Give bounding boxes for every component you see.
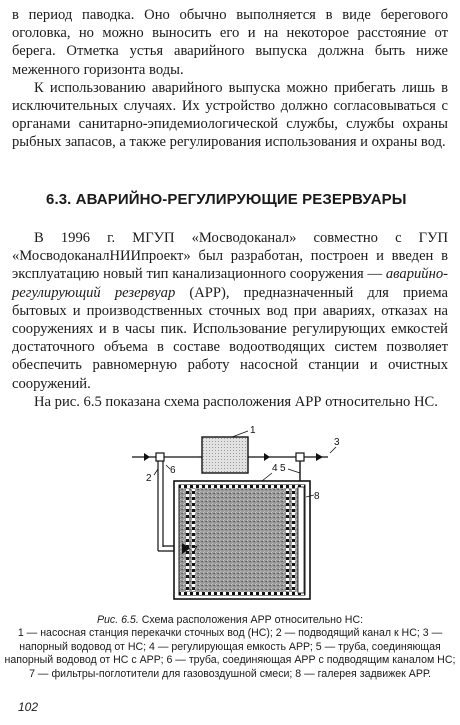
valve-gallery [298,487,304,593]
label-6: 6 [170,465,176,476]
paragraph-arr-intro-start: В 1996 г. МГУП «Мосводоканал» совместно с ГУП «МосводоканалНИИпроект» был разработан, построен и введен в эксплуатацию новый тип канализационного сооружения — [12,230,448,283]
middle-text-block [12,229,448,411]
figure-caption [4,614,456,681]
label-8: 8 [314,491,320,502]
arr-term: аварийно-регулирующий резервуар [12,266,448,301]
label-4: 4 [272,463,278,474]
label-1: 1 [250,425,256,436]
paragraph-arr-intro-end: (АРР), предназначенный для приема бытовых и производственных сточных вод при авариях, отказах на сооружениях и в часы пик. Использование регулирующих емкостей достаточного объема в составе водоотводящих систем позволяет обеспечить равномерную работу насосной станции и очистных сооружений. [12,284,448,392]
pumping-station-box [202,437,248,473]
regulating-reservoir [174,481,310,599]
paragraph-arr-intro [12,229,448,393]
page-number: 102 [18,700,39,714]
section-heading: 6.3. АВАРИЙНО-РЕГУЛИРУЮЩИЕ РЕЗЕРВУАРЫ [46,191,407,208]
pressure-main-line [248,453,328,461]
label-5: 5 [280,463,286,474]
caption-label: Рис. 6.5. [96,614,139,626]
caption-legend: 1 — насосная станция перекачки сточных вод (НС); 2 — подводящий канал к НС; 3 — напорный водовод от НС; 4 — регулирующая емкость АРР; 5 — труба, соединяющая напорный водовод от НС с АРР; 6 — труба, соединяющая АРР с подводящим каналом НС; 7 — фильтры-поглотители для газовоздушной смеси; 8 — галерея задвижек АРР. [4,627,456,680]
supply-channel-line [132,453,198,461]
paragraph-flood-outlet: в период паводка. Оно обычно выполняется в виде берегового оголовка, но можно выносить его и на некоторое расстояние от берега. Отметка устья аварийного выпуска должна быть ниже меженного горизонта воды. [12,7,448,78]
label-2: 2 [146,473,152,484]
arr-scheme-figure [130,425,340,615]
pipe-five [296,453,304,483]
top-text-block [12,6,448,152]
caption-title: Схема расположения АРР относительно НС: [138,614,364,626]
label-3: 3 [334,437,340,448]
caption-title-line [4,614,456,627]
paragraph-emergency-use: К использованию аварийного выпуска можно прибегать лишь в исключительных случаях. Их устройство должно согласовываться с органами санитарно-эпидемиологической службы, службы охраны рыбных запасов, а также регулирования использования и охраны вод. [12,79,448,151]
paragraph-figure-reference: На рис. 6.5 показана схема расположения АРР относительно НС. [34,393,438,410]
label-7: 7 [192,545,198,556]
